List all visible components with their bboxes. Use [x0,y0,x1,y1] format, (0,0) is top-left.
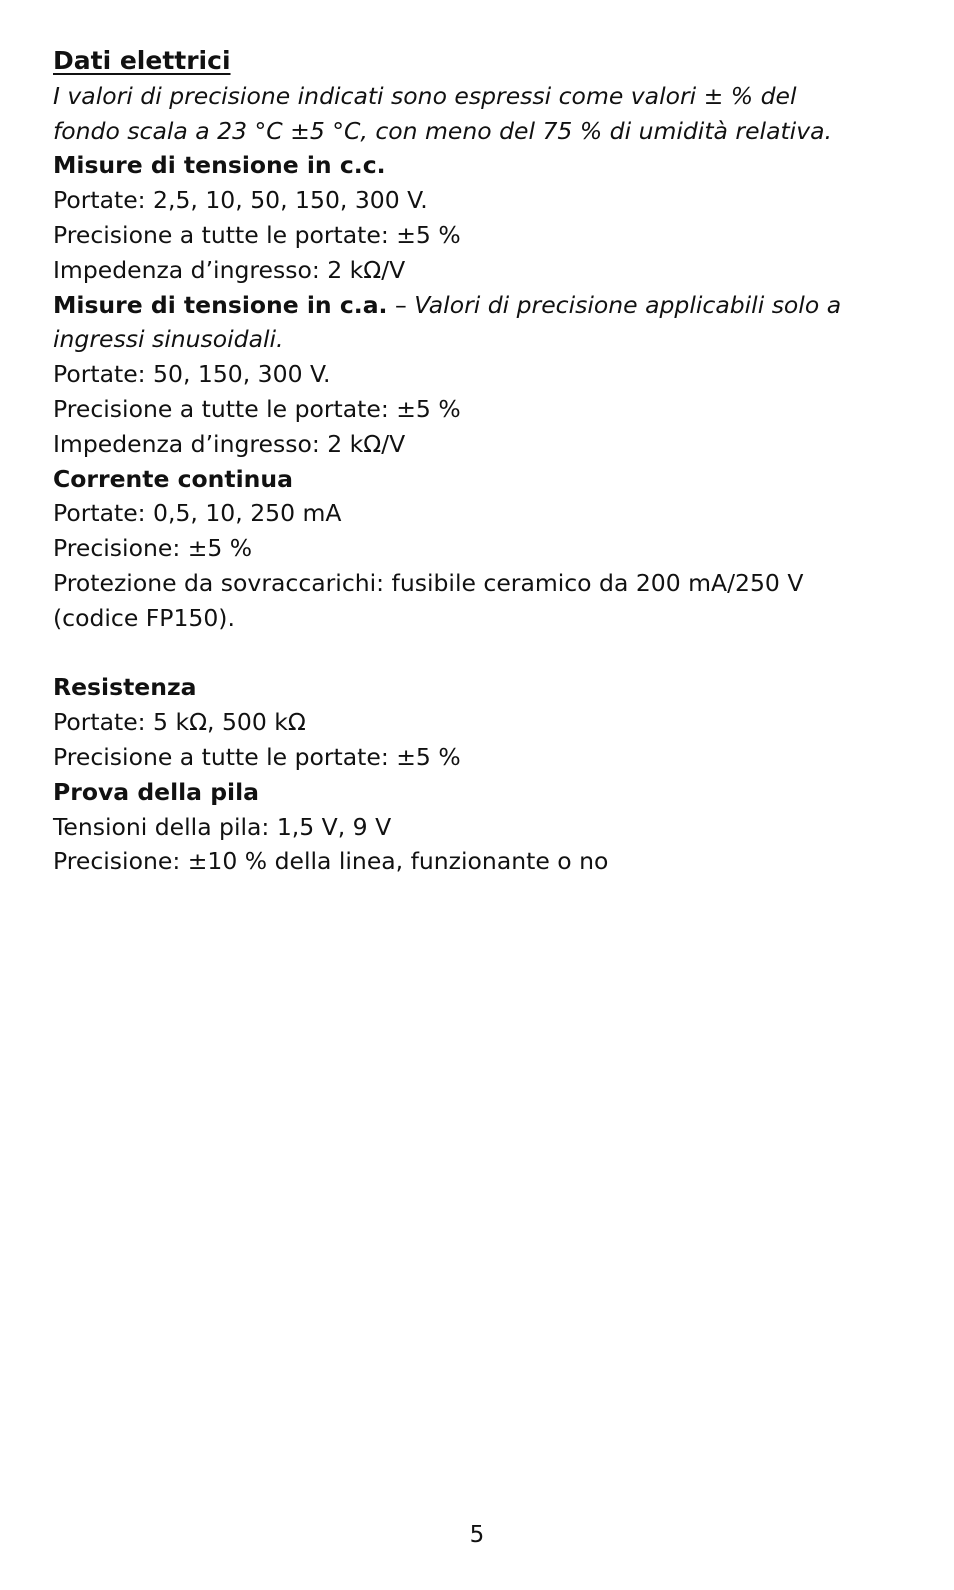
intro-line-1: I valori di precisione indicati sono espressi come valori ± % del [53,81,797,110]
resistance-accuracy: Precisione a tutte le portate: ±5 % [53,742,461,771]
ac-voltage-note-2: ingressi sinusoidali. [53,325,284,354]
ac-voltage-heading: Misure di tensione in c.a. [53,290,388,319]
dc-voltage-accuracy: Precisione a tutte le portate: ±5 % [53,220,461,249]
dc-voltage-heading: Misure di tensione in c.c. [53,151,386,180]
dc-current-ranges: Portate: 0,5, 10, 250 mA [53,499,342,528]
section-title: Dati elettrici [53,46,231,75]
resistance-heading: Resistenza [53,673,197,702]
dc-current-accuracy: Precisione: ±5 % [53,534,253,563]
dc-current-heading: Corrente continua [53,464,294,493]
battery-test-voltages: Tensioni della pila: 1,5 V, 9 V [53,812,392,841]
resistance-ranges: Portate: 5 kΩ, 500 kΩ [53,708,306,737]
ac-voltage-dash: – [387,290,415,319]
ac-voltage-accuracy: Precisione a tutte le portate: ±5 % [53,394,461,423]
ac-voltage-heading-line [53,288,913,323]
battery-test-accuracy: Precisione: ±10 % della linea, funzionante o no [53,847,609,876]
ac-voltage-impedance: Impedenza d’ingresso: 2 kΩ/V [53,429,406,458]
intro-line-2: fondo scala a 23 °C ±5 °C, con meno del 75 % di umidità relativa. [53,116,832,145]
page-number: 5 [469,1522,485,1548]
dc-current-protection-2: (codice FP150). [53,603,235,632]
document-body [53,44,913,879]
battery-test-heading: Prova della pila [53,777,260,806]
ac-voltage-note-1: Valori di precisione applicabili solo a [414,290,842,319]
dc-voltage-ranges: Portate: 2,5, 10, 50, 150, 300 V. [53,186,428,215]
ac-voltage-ranges: Portate: 50, 150, 300 V. [53,360,331,389]
dc-current-protection-1: Protezione da sovraccarichi: fusibile ceramico da 200 mA/250 V [53,568,804,597]
paragraph-gap [53,636,913,671]
dc-voltage-impedance: Impedenza d’ingresso: 2 kΩ/V [53,255,406,284]
